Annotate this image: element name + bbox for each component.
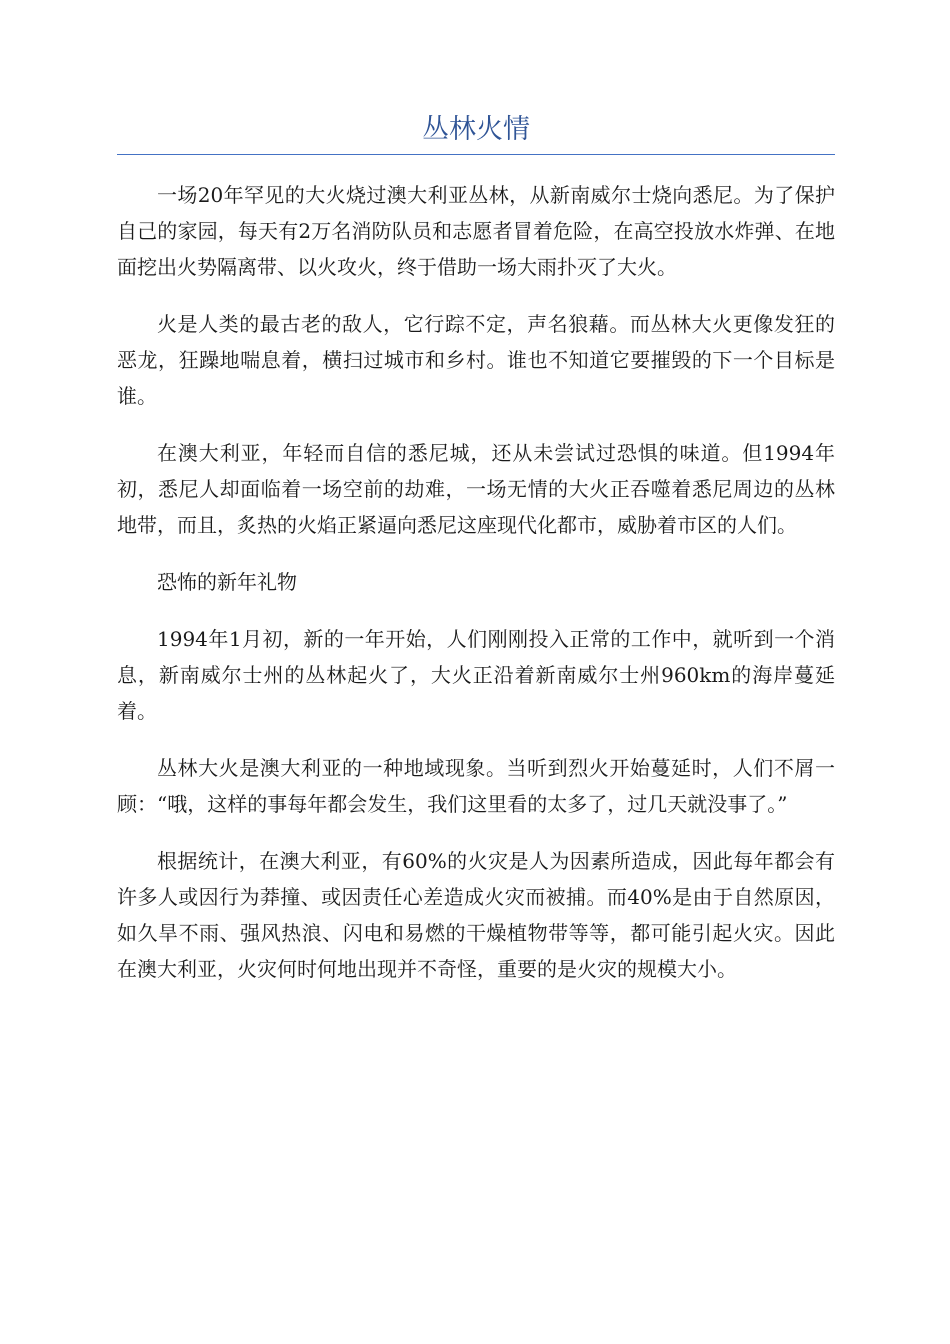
document-page <box>117 110 835 1008</box>
section-heading: 恐怖的新年礼物 <box>157 570 297 594</box>
paragraph-6: 根据统计，在澳大利亚，有60%的火灾是人为因素所造成，因此每年都会有许多人或因行为莽撞、或因责任心差造成火灾而被捕。而40%是由于自然原因，如久旱不雨、强风热浪、闪电和易燃的干燥植物带等等，都可能引起火灾。因此在澳大利亚，火灾何时何地出现并不奇怪，重要的是火灾的规模大小。 <box>117 849 835 981</box>
title-underline <box>117 154 835 155</box>
paragraph-5: 丛林大火是澳大利亚的一种地域现象。当听到烈火开始蔓延时，人们不屑一顾：“哦，这样的事每年都会发生，我们这里看的太多了，过几天就没事了。” <box>117 756 835 816</box>
paragraph-4: 1994年1月初，新的一年开始，人们刚刚投入正常的工作中，就听到一个消息，新南威尔士州的丛林起火了，大火正沿着新南威尔士州960km的海岸蔓延着。 <box>117 627 835 723</box>
paragraph-2: 火是人类的最古老的敌人，它行踪不定，声名狼藉。而丛林大火更像发狂的恶龙，狂躁地喘息着，横扫过城市和乡村。谁也不知道它要摧毁的下一个目标是谁。 <box>117 312 835 408</box>
paragraph-3: 在澳大利亚，年轻而自信的悉尼城，还从未尝试过恐惧的味道。但1994年初，悉尼人却面临着一场空前的劫难，一场无情的大火正吞噬着悉尼周边的丛林地带，而且，炙热的火焰正紧逼向悉尼这座现代化都市，威胁着市区的人们。 <box>117 441 835 537</box>
paragraph-1: 一场20年罕见的大火烧过澳大利亚丛林，从新南威尔士烧向悉尼。为了保护自己的家园，每天有2万名消防队员和志愿者冒着危险，在高空投放水炸弹、在地面挖出火势隔离带、以火攻火，终于借助一场大雨扑灭了大火。 <box>117 183 835 279</box>
document-title: 丛林火情 <box>422 114 530 145</box>
